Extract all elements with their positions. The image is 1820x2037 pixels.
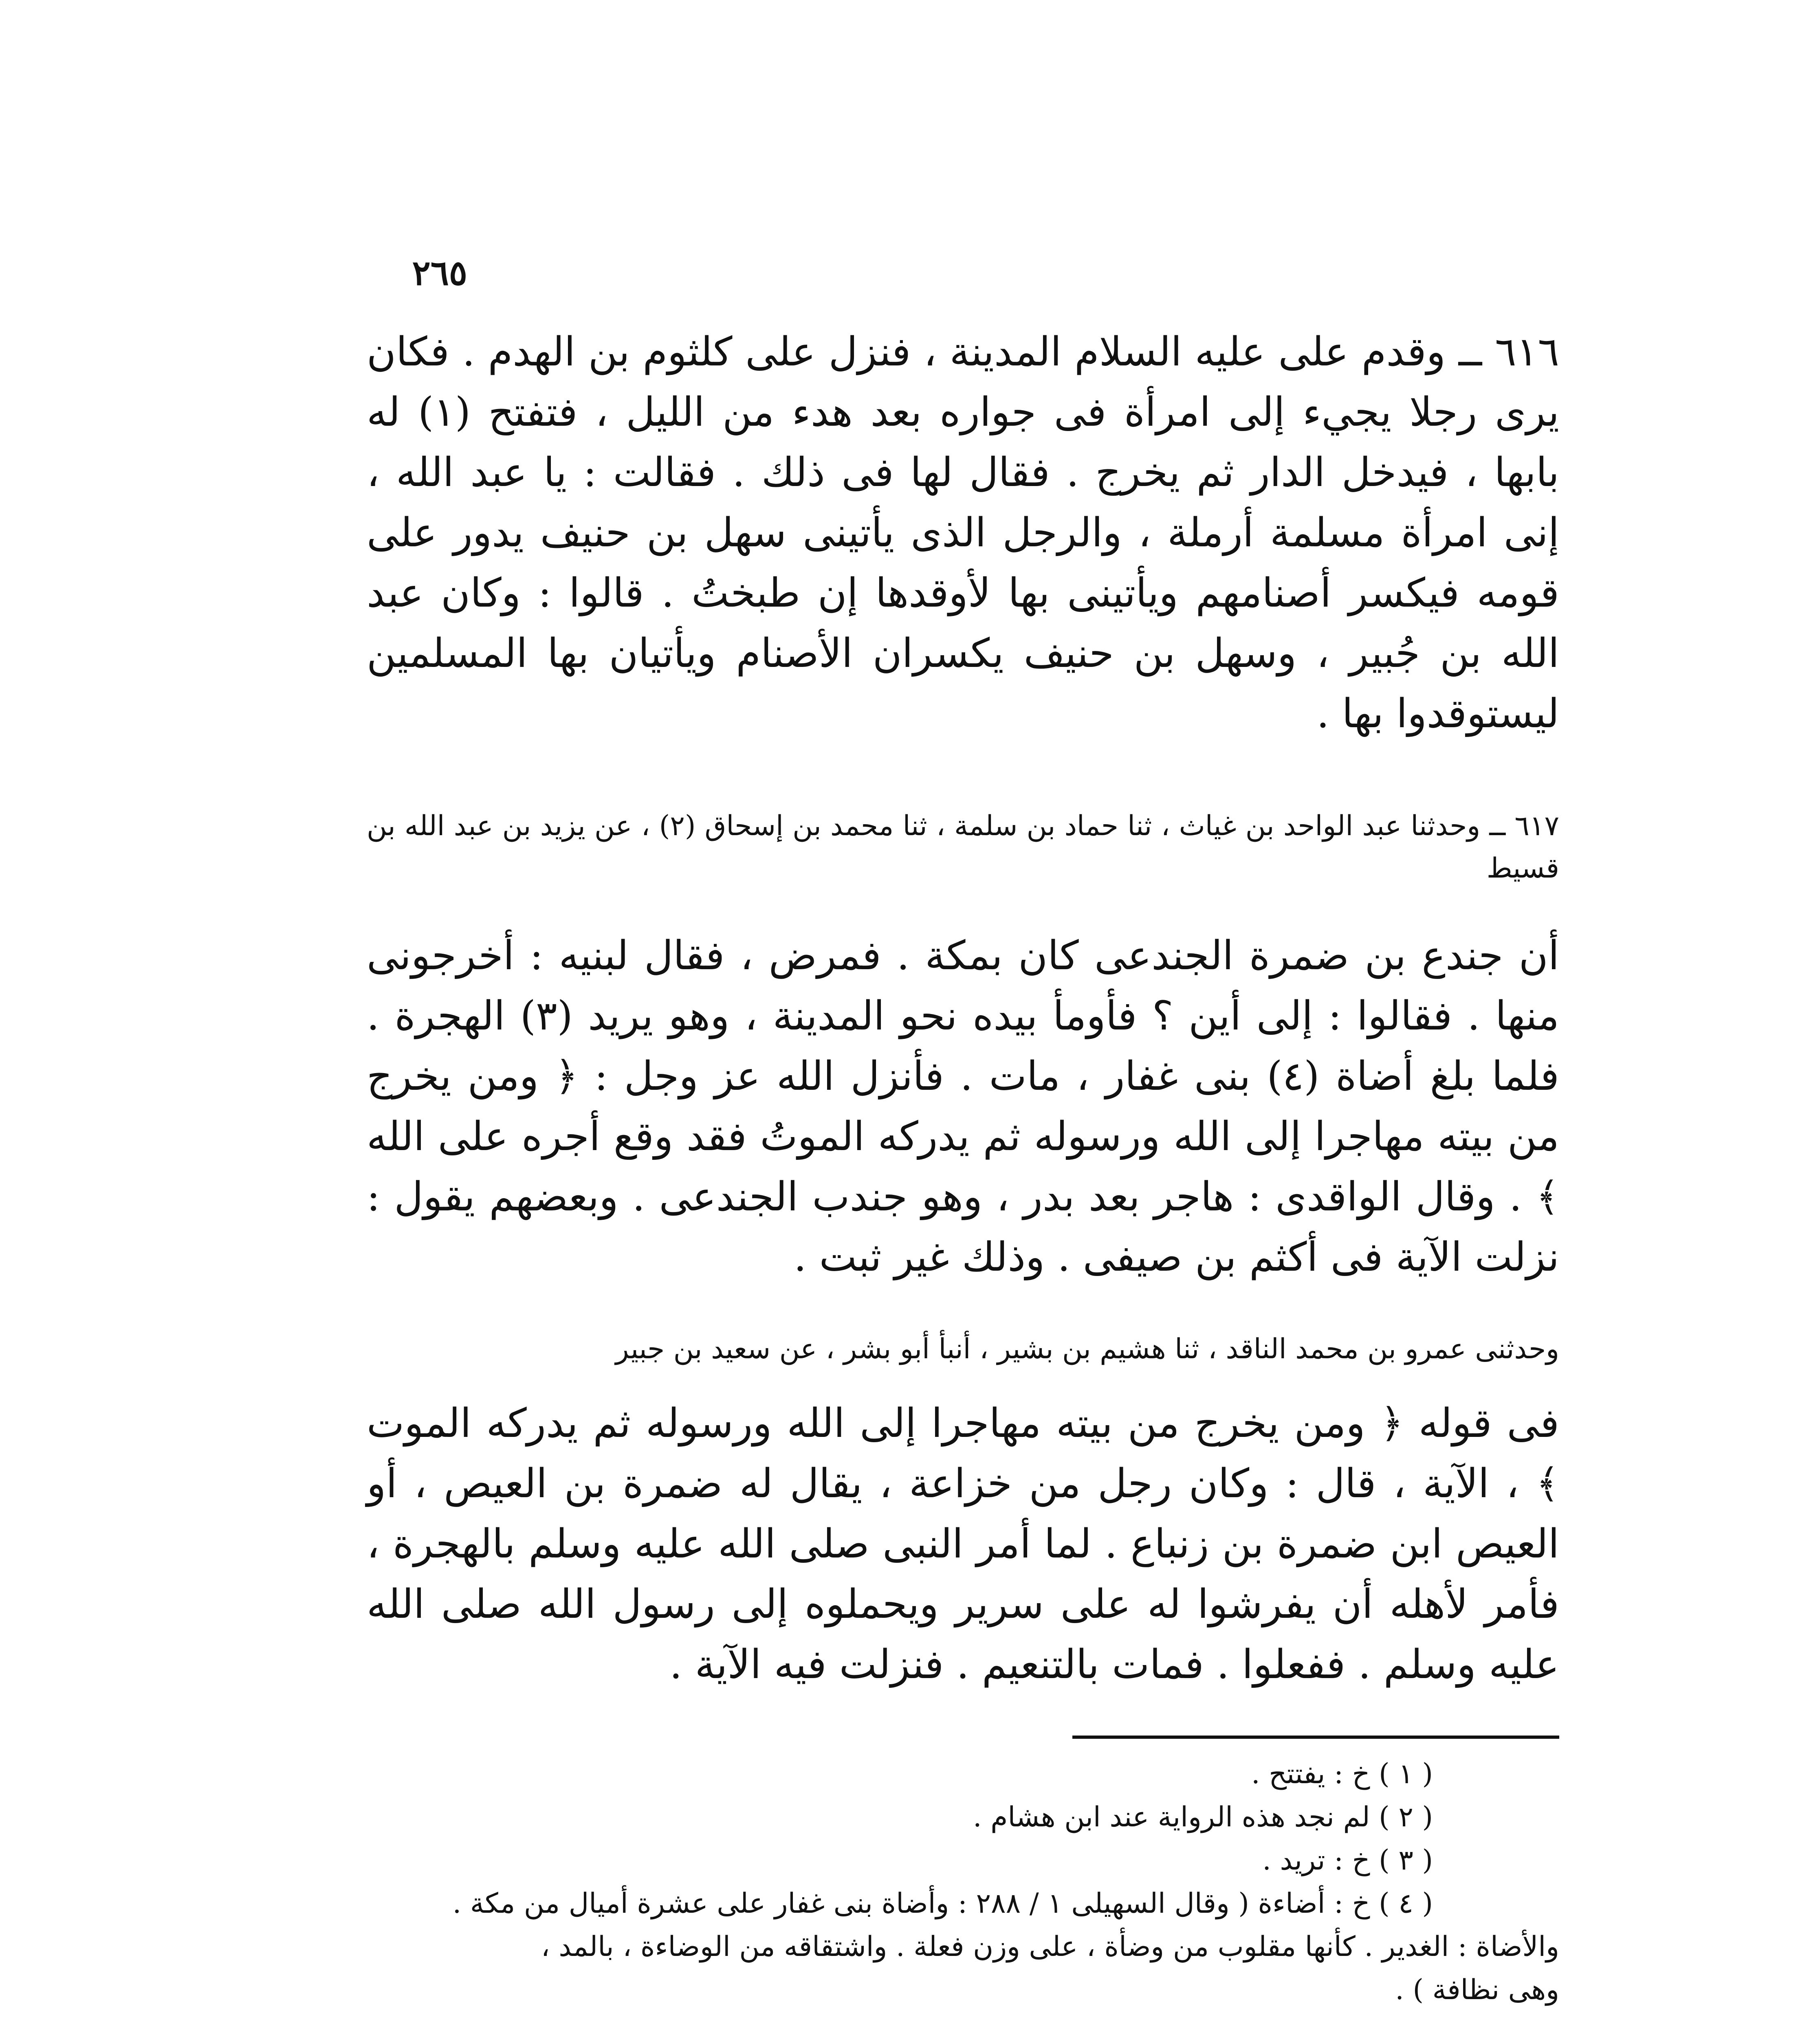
footnote-4-line-2: والأضاة : الغدير . كأنها مقلوب من وضأة ، على وزن فعلة . واشتقاقه من الوضاءة ، بالمد ، [541, 1931, 1559, 1963]
footnote-separator [1072, 1736, 1559, 1739]
footnote-4-line-3: وهى نظافة ) . [1395, 1974, 1559, 2006]
page-body [367, 322, 1559, 2012]
page-number: ٢٦٥ [412, 253, 467, 293]
report-617-isnad: ٦١٧ ــ وحدثنا عبد الواحد بن غياث ، ثنا حماد بن سلمة ، ثنا محمد بن إسحاق (٢) ، عن يزيد بن عبد الله بن قسيط [367, 810, 1559, 884]
footnote-4-line-1: ( ٤ ) خ : أضاءة ( وقال السهيلى ١ / ٢٨٨ : وأضاة بنى غفار على عشرة أميال من مكة . [452, 1887, 1433, 1920]
footnotes-section [367, 1753, 1559, 2012]
report-618-text: فى قوله ﴿ ومن يخرج من بيته مهاجرا إلى الله ورسوله ثم يدركه الموت ﴾ ، الآية ، قال : وكان رجل من خزاعة ، يقال له ضمرة بن العيص ، أو العيص ابن ضمرة بن زنباع . لما أمر النبى صلى الله عليه وسلم بالهجرة ، فأمر لأهله أن يفرشوا له على سرير ويحملوه إلى رسول الله صلى الله عليه وسلم . ففعلوا . فمات بالتنعيم . فنزلت فيه الآية . [367, 1400, 1560, 1688]
report-617-text: أن جندع بن ضمرة الجندعى كان بمكة . فمرض ، فقال لبنيه : أخرجونى منها . فقالوا : إلى أين ؟ فأومأ بيده نحو المدينة ، وهو يريد (٣) الهجرة . فلما بلغ أضاة (٤) بنى غفار ، مات . فأنزل الله عز وجل : ﴿ ومن يخرج من بيته مهاجرا إلى الله ورسوله ثم يدركه الموتُ فقد وقع أجره على الله ﴾ . وقال الواقدى : هاجر بعد بدر ، وهو جندب الجندعى . وبعضهم يقول : نزلت الآية فى أكثم بن صيفى . وذلك غير ثبت . [367, 933, 1560, 1280]
footnote-3: ( ٣ ) خ : تريد . [1262, 1844, 1433, 1876]
footnote-2: ( ٢ ) لم نجد هذه الرواية عند ابن هشام . [973, 1801, 1433, 1833]
report-618-isnad: وحدثنى عمرو بن محمد الناقد ، ثنا هشيم بن بشير ، أنبأ أبو بشر ، عن سعيد بن جبير [615, 1333, 1559, 1365]
report-616-text: ٦١٦ ــ وقدم على عليه السلام المدينة ، فنزل على كلثوم بن الهدم . فكان يرى رجلا يجيء إلى امرأة فى جواره بعد هدء من الليل ، فتفتح (١) له بابها ، فيدخل الدار ثم يخرج . فقال لها فى ذلك . فقالت : يا عبد الله ، إنى امرأة مسلمة أرملة ، والرجل الذى يأتينى سهل بن حنيف يدور على قومه فيكسر أصنامهم ويأتينى بها لأوقدها إن طبختُ . قالوا : وكان عبد الله بن جُبير ، وسهل بن حنيف يكسران الأصنام ويأتيان بها المسلمين ليستوقدوا بها . [367, 329, 1560, 737]
footnote-1: ( ١ ) خ : يفتتح . [1251, 1758, 1433, 1790]
